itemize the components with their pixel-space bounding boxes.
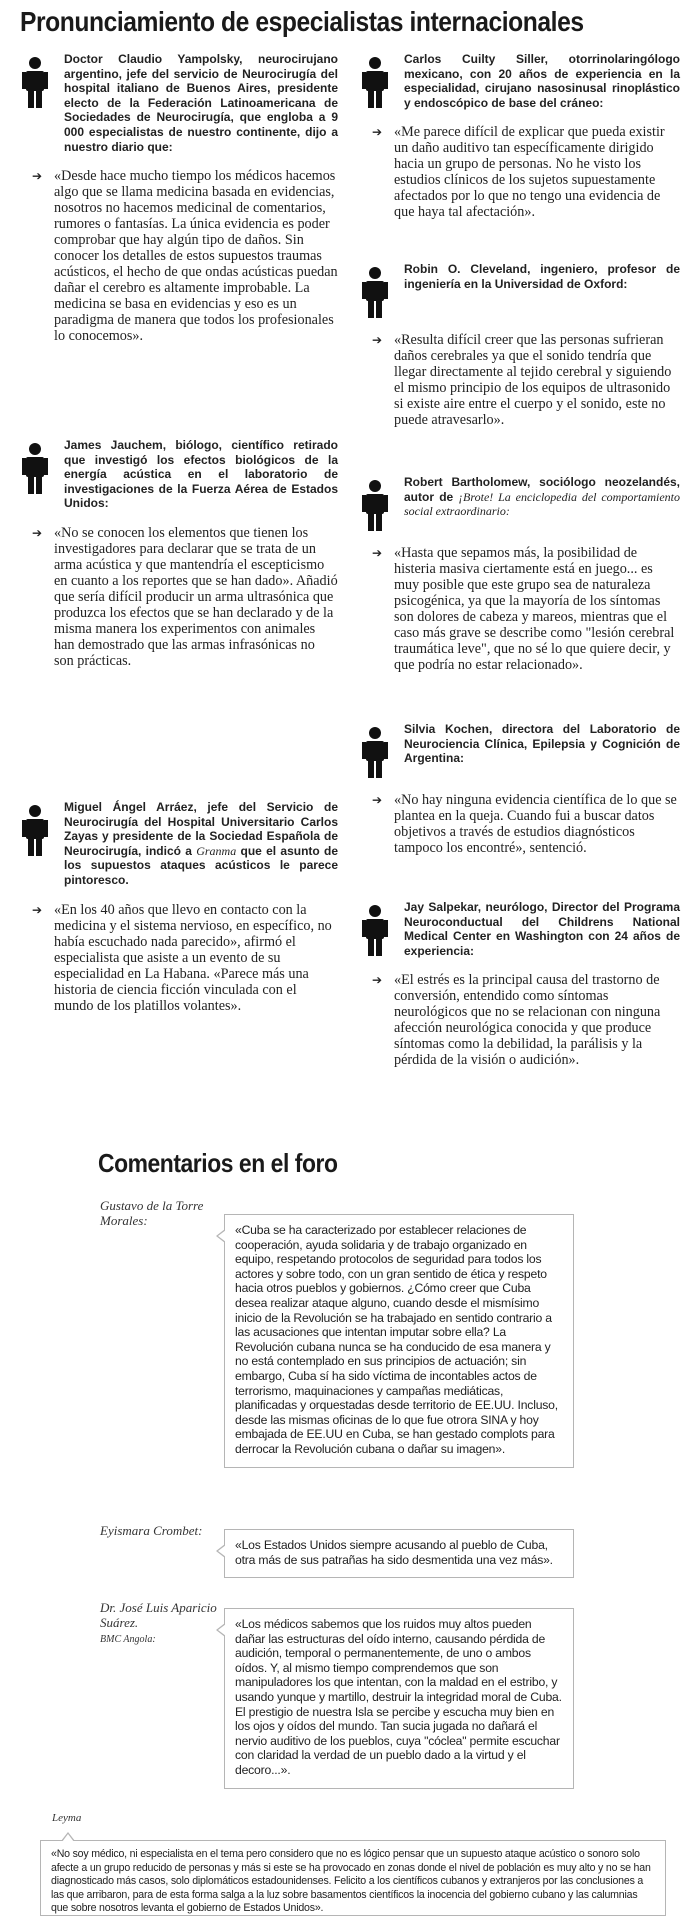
comment-bubble	[224, 1529, 574, 1578]
person-icon	[358, 266, 392, 318]
comment-author: Gustavo de la Torre Morales:	[100, 1198, 204, 1228]
specialist-entry	[358, 52, 680, 220]
arrow-right-icon: ➔	[32, 525, 43, 540]
comment-text: «Los médicos sabemos que los ruidos muy altos pueden dañar las estructuras del oído interno, causando pérdida de audición, temporal o permanentemente, de uno o ambos oídos. Y, al mismo tiempo comprendemos que son manipuladores los que intentan, con la maldad en el estribo, y usando yunque y martillo, destruir la integridad moral de Cuba. El prestigio de nuestra Isla se percibe y escucha muy bien en los ojos y oídos del mundo. Tan sucia jugada no dañará el nervio auditivo de los pueblos, cuya "cóclea" permite escuchar con claridad la verdad de un pueblo dado a la virtud y el decoro...».	[235, 1617, 562, 1777]
comment-text: «Cuba se ha caracterizado por establecer relaciones de cooperación, ayuda solidaria y de trabajo organizado en equipo, respetando protocolos de seguridad para todos los actores y sobre todo, con un gran sentido de ética y respeto hacia otros pueblos y gobiernos. ¿Cómo creer que Cuba desea realizar ataque alguno, cuando desde el mismísimo inicio de la Revolución se ha trabajado en sentido contrario a las acusaciones que intentan imputar sobre ella? La Revolución cubana nunca se ha conducido de esa manera y no está contemplado en sus principios de actuación; sin embargo, Cuba sí ha sido víctima de incontables actos de terrorismo, maquinaciones y campañas mediáticas, planificadas y orquestadas desde territorio de EE.UU. Incluso, desde las mismas oficinas de lo que fue otrora SINA y hoy embajada de EE.UU en Cuba, se han gestado complots para derrocar la Revolución cubana o dañar su imagen».	[235, 1223, 558, 1456]
arrow-right-icon: ➔	[372, 333, 383, 347]
specialist-quote: «Hasta que sepamos más, la posibilidad de histeria masiva ciertamente está en juego... es muy posible que este grupo sea de naturaleza psicogénica, ya que la mayoría de los síntomas son dolores de cabeza y mareos, mientras que el caso más grave se describe como "lesión cerebral traumática leve", que no sé lo que quiere decir, y que podría no estar relacionado».	[394, 545, 675, 673]
person-icon	[358, 726, 392, 778]
specialist-quote: «Resulta difícil creer que las personas sufrieran daños cerebrales ya que el sonido tendría que llegar directamente al tejido cerebral y siguiendo el mismo principio de los equipos de ultrasonido si existe aire entre el cuerpo y el sonido, este no puede atravesarlo».	[394, 332, 672, 428]
comment-author: Eyismara Crombet:	[100, 1523, 203, 1538]
comment-bubble	[224, 1214, 574, 1468]
person-icon	[358, 56, 392, 108]
specialist-intro: Carlos Cuilty Siller, otorrinolaringólogo mexicano, con 20 años de experiencia en la especialidad, cirujano nasosinusal rinoplástico y endoscópico de base del cráneo:	[404, 52, 680, 110]
specialist-quote: «El estrés es la principal causa del trastorno de conversión, entendido como síntomas neurológicos que no se relacionan con ninguna afección neurológica conocida y que produce síntomas como la debilidad, la parálisis y la pérdida de la visión o audición».	[394, 972, 661, 1069]
arrow-right-icon: ➔	[372, 125, 383, 140]
specialist-intro: Miguel Ángel Arráez, jefe del Servicio de Neurocirugía del Hospital Universitario Carlos Zayas y presidente de la Sociedad Española de Neurocirugía, indicó a Granma que el asunto de los supuestos ataques acústicos le parece pintoresco.	[64, 800, 339, 887]
specialist-intro: Jay Salpekar, neurólogo, Director del Programa Neuroconductual del Childrens National Medical Center en Washington con 24 años de experiencia:	[404, 900, 680, 958]
specialist-quote: «En los 40 años que llevo en contacto con la medicina y el sistema nervioso, en específico, no había escuchado nada parecido», afirmó el especialista que asiste a un evento de su especialidad en La Habana. «Parece más una historia de ciencia ficción vinculada con el mundo de los platillos volantes».	[54, 901, 332, 1014]
specialist-entry	[358, 475, 680, 673]
arrow-right-icon: ➔	[372, 546, 383, 560]
person-icon	[358, 904, 392, 956]
specialist-intro: Robin O. Cleveland, ingeniero, profesor de ingeniería en la Universidad de Oxford:	[404, 262, 680, 291]
specialist-quote: «Desde hace mucho tiempo los médicos hacemos algo que se llama medicina basada en evidencias, nosotros no hacemos medicinal de comentarios, rumores o fantasías. La única evidencia es poder comprobar que hay algún tipo de daños. Sin conocer los detalles de estos supuestos traumas acústicos, el hecho de que ondas acústicas puedan dañar el cerebro es altamente improbable. La medicina se basa en evidencias y eso es un paradigma de manera que todos los profesionales lo conocemos».	[54, 168, 338, 345]
arrow-right-icon: ➔	[32, 902, 43, 917]
person-icon	[18, 442, 52, 494]
comment-text: «Los Estados Unidos siempre acusando al pueblo de Cuba, otra más de sus patrañas ha sido desmentida una vez más».	[235, 1538, 553, 1567]
specialist-entry	[18, 52, 338, 344]
specialist-quote: «No se conocen los elementos que tienen los investigadores para declarar que se trata de un arma acústica y que mantendría el escepticismo en cuanto a los reportes que se han dado». Añadió que sería difícil producir un arma ultrasónica que produzca los efectos que se han declarado y de la misma manera los experimentos con animales han demostrado que las armas infrasónicas no son prácticas.	[54, 524, 338, 669]
specialist-entry	[18, 438, 338, 669]
person-icon	[18, 56, 52, 108]
specialist-entry	[358, 900, 680, 1068]
comment-author: Leyma	[52, 1812, 82, 1824]
specialist-intro: Silvia Kochen, directora del Laboratorio de Neurociencia Clínica, Epilepsia y Cognición de Argentina:	[404, 722, 680, 766]
comment-author-affiliation: BMC Angola:	[100, 1634, 156, 1645]
specialist-entry	[358, 262, 680, 428]
specialist-entry	[18, 800, 338, 1014]
specialist-entry	[358, 722, 680, 856]
specialist-intro: Robert Bartholomew, sociólogo neozelandés, autor de ¡Brote! La enciclopedia del comportamiento social extraordinario:	[404, 475, 680, 519]
comment-text: «No soy médico, ni especialista en el tema pero considero que no es lógico pensar que un supuesto ataque acústico o sonoro solo afecte a un grupo reducido de personas y más si este se ha provocado en zonas donde el nivel de población es muy alto y no se han diagnosticado más casos, solo diplomáticos estadounidenses. Felicito a los científicos cubanos y extranjeros por las conclusiones a las que arribaron, para de esta forma salga a la luz sobre basamentos científicos la inocencia del gobierno cubano y las calumnias que sobre nosotros levanta el gobierno de Estados Unidos».	[51, 1848, 651, 1914]
arrow-right-icon: ➔	[32, 169, 43, 184]
comment-author: Dr. José Luis Aparicio Suárez. BMC Angola:	[100, 1600, 217, 1645]
book-title: ¡Brote! La enciclopedia del comportamiento social extraordinario:	[404, 489, 680, 519]
specialist-quote: «No hay ninguna evidencia científica de lo que se plantea en la queja. Cuando fui a buscar datos objetivos a través de estudios diagnósticos tampoco los encontré», sentenció.	[394, 792, 677, 856]
newspaper-name: Granma	[196, 843, 237, 858]
specialist-intro: James Jauchem, biólogo, científico retirado que investigó los efectos biológicos de la energía acústica en el laboratorio de investigaciones de la Fuerza Aérea de Estados Unidos:	[64, 438, 338, 511]
person-icon	[18, 804, 52, 856]
page-title: Pronunciamiento de especialistas internacionales	[20, 6, 584, 37]
person-icon	[358, 479, 392, 531]
arrow-right-icon: ➔	[372, 973, 383, 988]
forum-title: Comentarios en el foro	[98, 1148, 338, 1178]
comment-bubble	[40, 1840, 666, 1916]
arrow-right-icon: ➔	[372, 793, 383, 807]
comment-bubble	[224, 1608, 574, 1789]
specialist-intro: Doctor Claudio Yampolsky, neurocirujano argentino, jefe del servicio de Neurocirugía del hospital italiano de Buenos Aires, presidente electo de la Federación Latinoamericana de Sociedades de Neurocirugía, que engloba a 9 000 especialistas de nuestro continente, dijo a nuestro diario que:	[64, 52, 338, 154]
specialist-quote: «Me parece difícil de explicar que pueda existir un daño auditivo tan específicamente dirigido hacia un grupo de personas. No he visto los estudios clínicos de los sujetos supuestamente afectados por lo que no tengo una evidencia de que haya tal afectación».	[394, 124, 665, 221]
